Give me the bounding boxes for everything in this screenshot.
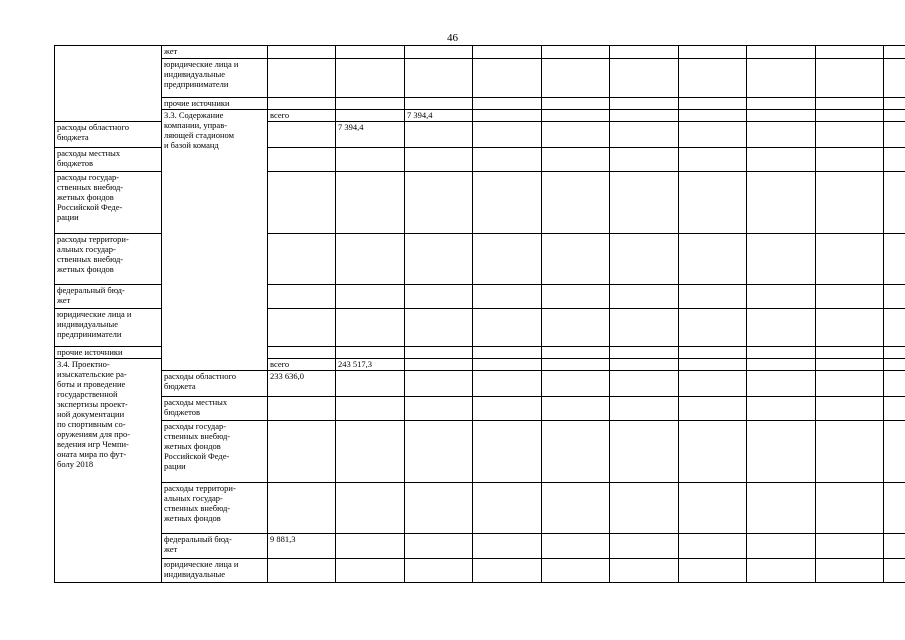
- funding-source-cell: федеральный бюд- жет: [162, 534, 268, 559]
- amount-cell: [405, 371, 473, 397]
- amount-cell: [473, 397, 542, 421]
- amount-cell: [679, 59, 747, 98]
- amount-cell: [747, 397, 816, 421]
- amount-cell: [542, 285, 610, 309]
- amount-cell: [747, 347, 816, 359]
- amount-cell: [542, 371, 610, 397]
- amount-cell: [542, 309, 610, 347]
- amount-cell: [816, 371, 884, 397]
- amount-cell: [884, 46, 905, 59]
- amount-cell: [542, 397, 610, 421]
- amount-cell: [542, 46, 610, 59]
- funding-source-cell: расходы областного бюджета: [55, 122, 162, 148]
- amount-cell: [610, 559, 679, 583]
- amount-cell: [473, 347, 542, 359]
- amount-cell: [679, 371, 747, 397]
- amount-cell: [816, 285, 884, 309]
- table-row: [55, 534, 905, 559]
- table-row: [55, 483, 905, 534]
- amount-cell: [816, 559, 884, 583]
- amount-cell: [610, 397, 679, 421]
- amount-cell: [405, 347, 473, 359]
- amount-cell: [542, 421, 610, 483]
- amount-cell: [610, 98, 679, 110]
- amount-cell: [268, 285, 336, 309]
- amount-cell: [542, 98, 610, 110]
- amount-cell: [610, 309, 679, 347]
- amount-cell: [336, 397, 405, 421]
- amount-cell: [747, 172, 816, 234]
- amount-cell: [884, 148, 905, 172]
- amount-cell: [542, 110, 610, 122]
- amount-cell: [884, 59, 905, 98]
- amount-cell: [542, 59, 610, 98]
- amount-cell: [884, 98, 905, 110]
- amount-cell: [679, 309, 747, 347]
- amount-cell: [336, 110, 405, 122]
- funding-source-cell: всего: [268, 110, 336, 122]
- funding-source-cell: расходы местных бюджетов: [55, 148, 162, 172]
- amount-cell: [610, 46, 679, 59]
- table-row: [55, 371, 905, 397]
- amount-cell: [473, 309, 542, 347]
- page-number: 46: [447, 32, 458, 44]
- amount-cell: [405, 397, 473, 421]
- amount-cell: [268, 46, 336, 59]
- amount-cell: [405, 483, 473, 534]
- amount-cell: [884, 397, 905, 421]
- amount-cell: [473, 483, 542, 534]
- amount-cell: [747, 122, 816, 148]
- amount-cell: [884, 172, 905, 234]
- amount-cell: [336, 234, 405, 285]
- amount-cell: [816, 46, 884, 59]
- amount-cell: [816, 148, 884, 172]
- amount-cell: [610, 285, 679, 309]
- amount-cell: [747, 110, 816, 122]
- amount-cell: [679, 559, 747, 583]
- amount-cell: [816, 110, 884, 122]
- amount-cell: [405, 309, 473, 347]
- prev-measure-name: [55, 46, 162, 122]
- funding-source-cell: расходы государ- ственных внебюд- жетных фондов Российской Феде- рации: [55, 172, 162, 234]
- amount-cell: [816, 397, 884, 421]
- amount-cell: 243 517,3: [336, 359, 405, 371]
- amount-cell: [405, 234, 473, 285]
- amount-cell: [473, 59, 542, 98]
- funding-source-cell: прочие источники: [162, 98, 268, 110]
- amount-cell: [679, 483, 747, 534]
- amount-cell: [747, 559, 816, 583]
- funding-source-cell: расходы территори- альных государ- ственных внебюд- жетных фондов: [55, 234, 162, 285]
- table-row: [55, 397, 905, 421]
- amount-cell: [816, 122, 884, 148]
- amount-cell: [679, 347, 747, 359]
- amount-cell: [816, 172, 884, 234]
- amount-cell: [884, 483, 905, 534]
- amount-cell: [473, 421, 542, 483]
- table-row: [55, 559, 905, 583]
- amount-cell: [473, 148, 542, 172]
- amount-cell: [542, 359, 610, 371]
- amount-cell: 9 881,3: [268, 534, 336, 559]
- funding-source-cell: расходы государ- ственных внебюд- жетных фондов Российской Феде- рации: [162, 421, 268, 483]
- funding-source-cell: юридические лица и индивидуальные предприниматели: [55, 309, 162, 347]
- amount-cell: [268, 172, 336, 234]
- amount-cell: [268, 148, 336, 172]
- amount-cell: [679, 98, 747, 110]
- amount-cell: [542, 122, 610, 148]
- amount-cell: [884, 371, 905, 397]
- table-row: [55, 421, 905, 483]
- funding-source-cell: всего: [268, 359, 336, 371]
- amount-cell: [610, 534, 679, 559]
- amount-cell: [405, 559, 473, 583]
- amount-cell: [884, 359, 905, 371]
- funding-source-cell: федеральный бюд- жет: [55, 285, 162, 309]
- table-row: [55, 98, 905, 110]
- amount-cell: [268, 421, 336, 483]
- amount-cell: [336, 46, 405, 59]
- amount-cell: [679, 421, 747, 483]
- amount-cell: [473, 285, 542, 309]
- amount-cell: [747, 534, 816, 559]
- amount-cell: [336, 285, 405, 309]
- amount-cell: [336, 559, 405, 583]
- amount-cell: [610, 347, 679, 359]
- amount-cell: [610, 359, 679, 371]
- amount-cell: [816, 534, 884, 559]
- amount-cell: [268, 59, 336, 98]
- amount-cell: [405, 172, 473, 234]
- amount-cell: [884, 559, 905, 583]
- amount-cell: [747, 98, 816, 110]
- amount-cell: [473, 46, 542, 59]
- amount-cell: [679, 234, 747, 285]
- amount-cell: [405, 59, 473, 98]
- amount-cell: [679, 534, 747, 559]
- amount-cell: [336, 534, 405, 559]
- amount-cell: [747, 421, 816, 483]
- table-row: [55, 46, 905, 59]
- amount-cell: [610, 110, 679, 122]
- amount-cell: [542, 234, 610, 285]
- amount-cell: [747, 46, 816, 59]
- amount-cell: [473, 110, 542, 122]
- amount-cell: [747, 285, 816, 309]
- amount-cell: [542, 483, 610, 534]
- amount-cell: [336, 98, 405, 110]
- amount-cell: [610, 483, 679, 534]
- amount-cell: [816, 98, 884, 110]
- amount-cell: [405, 285, 473, 309]
- amount-cell: 233 636,0: [268, 371, 336, 397]
- funding-source-cell: жет: [162, 46, 268, 59]
- amount-cell: [884, 122, 905, 148]
- amount-cell: [610, 234, 679, 285]
- amount-cell: [679, 122, 747, 148]
- amount-cell: [542, 148, 610, 172]
- amount-cell: [610, 172, 679, 234]
- amount-cell: [405, 534, 473, 559]
- amount-cell: [405, 359, 473, 371]
- amount-cell: [268, 309, 336, 347]
- amount-cell: [268, 347, 336, 359]
- amount-cell: [268, 397, 336, 421]
- amount-cell: [816, 483, 884, 534]
- funding-source-cell: расходы областного бюджета: [162, 371, 268, 397]
- amount-cell: [747, 359, 816, 371]
- amount-cell: 7 394,4: [336, 122, 405, 148]
- amount-cell: [679, 397, 747, 421]
- amount-cell: [268, 559, 336, 583]
- amount-cell: [336, 148, 405, 172]
- amount-cell: [747, 234, 816, 285]
- funding-source-cell: юридические лица и индивидуальные предприниматели: [162, 59, 268, 98]
- amount-cell: [884, 285, 905, 309]
- amount-cell: [747, 59, 816, 98]
- funding-source-cell: прочие источники: [55, 347, 162, 359]
- amount-cell: [405, 148, 473, 172]
- amount-cell: [816, 421, 884, 483]
- amount-cell: [884, 309, 905, 347]
- amount-cell: [884, 110, 905, 122]
- amount-cell: [679, 110, 747, 122]
- amount-cell: [542, 559, 610, 583]
- amount-cell: [473, 122, 542, 148]
- amount-cell: [679, 46, 747, 59]
- amount-cell: [473, 371, 542, 397]
- amount-cell: [679, 285, 747, 309]
- amount-cell: [884, 234, 905, 285]
- amount-cell: [336, 59, 405, 98]
- amount-cell: [473, 559, 542, 583]
- amount-cell: [884, 421, 905, 483]
- amount-cell: [473, 172, 542, 234]
- amount-cell: [816, 347, 884, 359]
- amount-cell: [679, 172, 747, 234]
- table-row: [55, 110, 905, 122]
- amount-cell: [336, 172, 405, 234]
- amount-cell: [405, 122, 473, 148]
- amount-cell: [610, 371, 679, 397]
- amount-cell: [405, 421, 473, 483]
- amount-cell: [610, 59, 679, 98]
- amount-cell: [816, 234, 884, 285]
- measure-3-3-name: 3.3. Содержание компании, управ- ляющей стадионом и базой команд: [162, 110, 268, 371]
- amount-cell: [268, 234, 336, 285]
- amount-cell: [473, 359, 542, 371]
- amount-cell: [268, 122, 336, 148]
- funding-source-cell: расходы местных бюджетов: [162, 397, 268, 421]
- amount-cell: [679, 359, 747, 371]
- amount-cell: [884, 347, 905, 359]
- amount-cell: [610, 122, 679, 148]
- amount-cell: [336, 371, 405, 397]
- amount-cell: [336, 483, 405, 534]
- amount-cell: [542, 534, 610, 559]
- amount-cell: [816, 59, 884, 98]
- amount-cell: [473, 98, 542, 110]
- amount-cell: [610, 421, 679, 483]
- measure-3-4-name: 3.4. Проектно- изыскательские ра- боты и проведение государственной экспертизы проект- ной документации по спортивным со- оружениям для про- ведения игр Чемпи- оната мира по фут- болу 2018: [55, 359, 162, 583]
- amount-cell: [542, 347, 610, 359]
- amount-cell: [405, 98, 473, 110]
- amount-cell: [747, 371, 816, 397]
- amount-cell: 7 394,4: [405, 110, 473, 122]
- table-row: [55, 59, 905, 98]
- amount-cell: [747, 483, 816, 534]
- amount-cell: [336, 347, 405, 359]
- funding-source-cell: юридические лица и индивидуальные: [162, 559, 268, 583]
- amount-cell: [268, 483, 336, 534]
- amount-cell: [336, 421, 405, 483]
- amount-cell: [473, 234, 542, 285]
- amount-cell: [747, 148, 816, 172]
- budget-table: [54, 45, 905, 583]
- amount-cell: [816, 309, 884, 347]
- amount-cell: [336, 309, 405, 347]
- amount-cell: [473, 534, 542, 559]
- amount-cell: [542, 172, 610, 234]
- amount-cell: [268, 98, 336, 110]
- amount-cell: [679, 148, 747, 172]
- amount-cell: [747, 309, 816, 347]
- funding-source-cell: расходы территори- альных государ- ственных внебюд- жетных фондов: [162, 483, 268, 534]
- amount-cell: [405, 46, 473, 59]
- amount-cell: [816, 359, 884, 371]
- amount-cell: [610, 148, 679, 172]
- amount-cell: [884, 534, 905, 559]
